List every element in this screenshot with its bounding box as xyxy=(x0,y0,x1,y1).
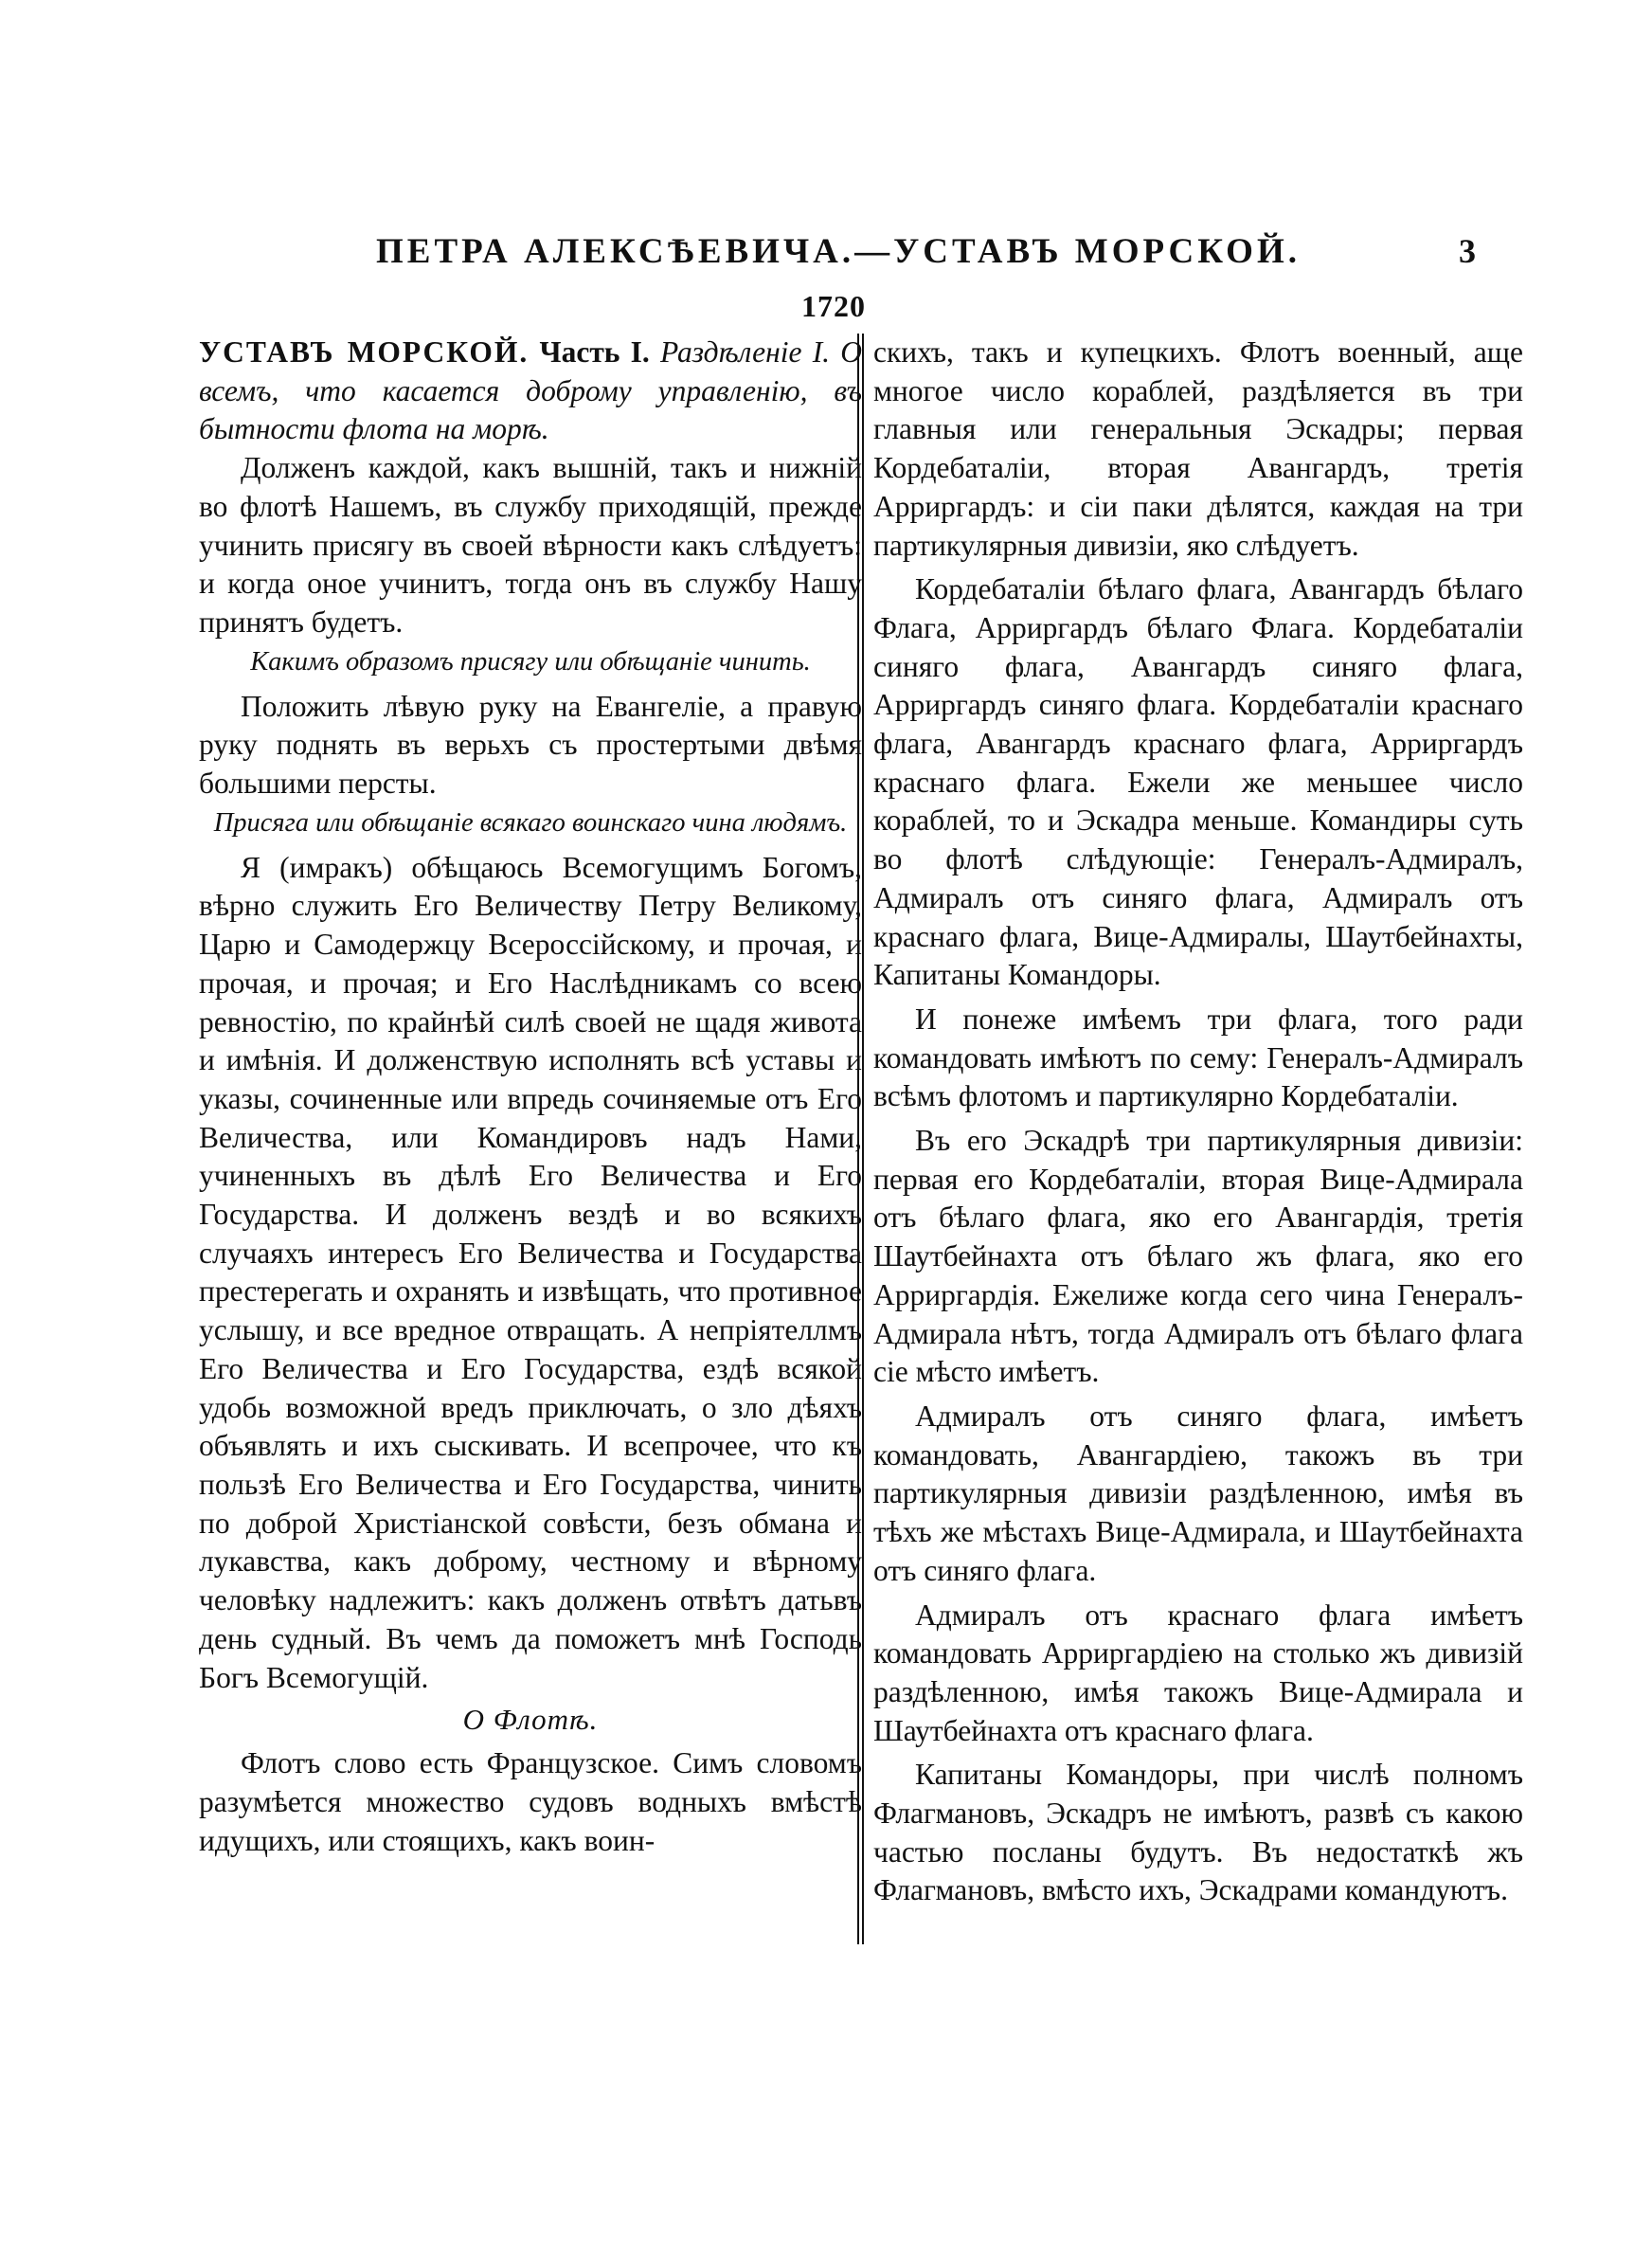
paragraph: Въ его Эскадрѣ три партикулярныя дивизіи: первая его Кордебаталіи, вторая Вице-Адмирала отъ бѣлаго флага, яко его Авангардія, третія Шаутбейнахта отъ бѣлаго жъ флага, яко его Арриргардія. Ежелиже когда сего чина Генералъ-Адмирала нѣтъ, тогда Адмиралъ отъ бѣлаго флага сіе мѣсто имѣетъ. xyxy=(873,1124,1523,1389)
subheading-oath-text: Присяга или обѣщаніе всякаго воинскаго чина людямъ. xyxy=(213,807,848,838)
paragraph: Капитаны Командоры, при числѣ полномъ Флагмановъ, Эскадръ не имѣютъ, развѣ съ какою частью посланы будутъ. Въ недостаткѣ жъ Флагмановъ, вмѣсто ихъ, Эскадрами командуютъ. xyxy=(873,1758,1523,1907)
oath-paragraph: Я (имракъ) обѣщаюсь Всемогущимъ Богомъ, вѣрно служить Его Величеству Петру Великому, Царю и Самодержцу Всероссійскому, и прочая, и прочая, и прочая; и Его Наслѣдникамъ со всею ревностію, по крайнѣй силѣ своей не щадя живота и имѣнія. И долженствую исполнять всѣ уставы и указы, сочиненные или впредь сочиняемые отъ Его Величества, или Командировъ надъ Нами, учиненныхъ въ дѣлѣ Его Величества и Его Государства. И долженъ вездѣ и во всякихъ случаяхъ интересъ Его Величества и Государства престерегать и охранять и извѣщать, что противное услышу, и все вредное отвращать. А непріятеллмъ Его Величества и Его Государства, ездѣ всякой удобь возможной вредъ приключать, о зло дѣяхъ объявлять и ихъ сыскивать. И всепрочее, что къ пользѣ Его Величества и Его Государства, чинить по доброй Христіанской совѣсти, безъ обмана и лукавства, какъ доброму, честному и вѣрному человѣку надлежитъ: какъ долженъ отвѣтъ датьвъ день судный. Въ чемъ да поможетъ мнѣ Господь Богъ Всемогущій. xyxy=(199,850,862,1694)
part-label: Часть I. xyxy=(539,335,650,369)
column-divider xyxy=(857,334,864,1944)
statute-title: УСТАВЪ МОРСКОЙ. xyxy=(199,335,530,369)
paragraph: Долженъ каждой, какъ вышній, такъ и нижній во флотѣ Нашемъ, въ службу приходящій, прежде учинить присягу въ своей вѣрности какъ слѣдуетъ: и когда оное учинитъ, тогда онъ въ службу Нашу принятъ будетъ. xyxy=(199,451,862,639)
page-number: 3 xyxy=(1459,232,1476,270)
running-title: ПЕТРА АЛЕКСѢЕВИЧА.—УСТАВЪ МОРСКОЙ. xyxy=(376,232,1301,271)
paragraph: Флотъ слово есть Французское. Симъ словомъ разумѣется множество судовъ водныхъ вмѣстѣ идущихъ, или стоящихъ, какъ воин- xyxy=(199,1746,862,1857)
subheading-oath-how: Какимъ образомъ присягу или обѣщаніе чинить. xyxy=(250,646,811,677)
paragraph: Адмиралъ отъ синяго флага, имѣетъ командовать, Авангардіею, такожъ въ три партикулярныя дивизіи раздѣленною, имѣя въ тѣхъ же мѣстахъ Вице-Адмирала, и Шаутбейнахта отъ синяго флага. xyxy=(873,1399,1523,1587)
paragraph: И понеже имѣемъ три флага, того ради командовать имѣютъ по сему: Генералъ-Адмиралъ всѣмъ флотомъ и партикулярно Кордебаталіи. xyxy=(873,1002,1523,1113)
section-title: Раздѣленіе I. О всемъ, что касается доброму управленію, въ бытности флота на морѣ. xyxy=(199,335,863,446)
year-heading: 1720 xyxy=(801,289,866,323)
paragraph-continued: скихъ, такъ и купецкихъ. Флотъ военный, аще многое число кораблей, раздѣляется въ три главныя или генеральныя Эскадры; первая Кордебаталіи, вторая Авангардъ, третія Арриргардъ: и сіи паки дѣлятся, каждая на три партикулярныя дивизіи, яко слѣдуетъ. xyxy=(873,335,1523,562)
left-column xyxy=(199,334,862,1860)
paragraph: Кордебаталіи бѣлаго флага, Авангардъ бѣлаго Флага, Арриргардъ бѣлаго Флага. Кордебаталіи синяго флага, Авангардъ синяго флага, Арриргардъ синяго флага. Кордебаталіи краснаго флага, Авангардъ краснаго флага, Арриргардъ краснаго флага. Ежели же меньшее число кораблей, то и Эскадра меньше. Командиры суть во флотѣ слѣдующіе: Генералъ-Адмиралъ, Адмиралъ отъ синяго флага, Адмиралъ отъ краснаго флага, Вице-Адмиралы, Шаутбейнахты, Капитаны Командоры. xyxy=(873,572,1523,992)
subheading-fleet: О Флотѣ. xyxy=(462,1703,599,1737)
paragraph: Положить лѣвую руку на Евангеліе, а правую руку поднять въ верьхъ съ простертыми двѣмя большими персты. xyxy=(199,689,862,801)
chapter-heading xyxy=(199,334,862,449)
paragraph: Адмиралъ отъ краснаго флага имѣетъ командовать Арриргардіею на столько жъ дивизій раздѣленною, имѣя такожъ Вице-Адмирала и Шаутбейнахта отъ краснаго флага. xyxy=(873,1598,1523,1747)
right-column xyxy=(873,334,1523,1910)
